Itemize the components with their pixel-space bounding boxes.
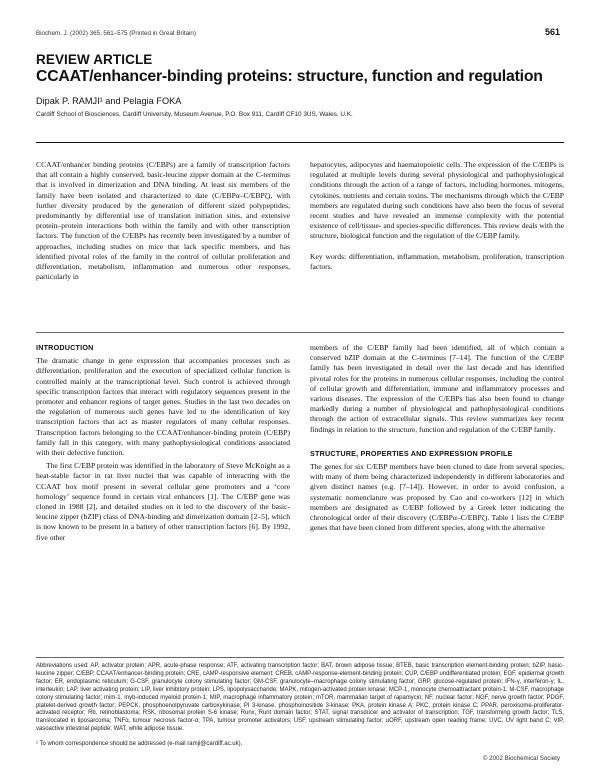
page-number: 561 <box>544 27 560 37</box>
keywords: Key words: differentiation, inflammation, metabolism, proliferation, transcription factors. <box>310 251 564 271</box>
abstract-left-text: CCAAT/enhancer binding proteins (C/EBPs) are a family of transcription factors that all contain a highly conserved, basic-leucine zipper domain at the C-terminus that is involved in dimerization and DNA binding. At least six members of the family have been isolated and characterized to date (C/EBPα–C/EBPζ), with further diversity produced by the generation of different sized polypeptides, predominantly by differential use of translation initiation sites, and extensive protein–protein interactions both within the family and with other transcription factors. The function of the C/EBPs has recently been investigated by a number of approaches, including studies on mice that lack specific members, and has identified pivotal roles of the family in the control of cellular proliferation and differentiation, metabolism, inflammation and numerous other responses, particularly in <box>36 160 290 282</box>
body-left-column <box>36 343 290 543</box>
rule-mid <box>36 332 564 333</box>
article-title: CCAAT/enhancer-binding proteins: structure, function and regulation <box>36 68 543 85</box>
abbreviations-text: Abbreviations used: AP, activator protein; APR, acute-phase response; ATF, activating transcription factor; BAT, brown adipose tissue; BTEB, basic transcription element-binding protein; bZIP, basic-leucine zipper; C/EBP, CCAAT/enhancer-binding protein; CRE, cAMP-responsive element; CREB, cAMP-response-element-binding protein; CUP, C/EBP undifferentiated protein; EGF, epidermal growth factor; ER, endoplasmic reticulum; G-CSF, granulocyte colony stimulating factor; GM-CSF, granulocyte–macrophage colony stimulating factor; GRP, glucose-regulated protein; IFN-γ, interferon-γ; IL, interleukin; LAP, liver activating protein; LIP, liver inhibitory protein; LPS, lipopolysaccharide; MAPK, mitogen-activated protein kinase; MCP-1, monocyte chemoattractant protein-1; M-CSF, macrophage colony stimulating factor; mim-1, myb-induced myeloid protein-1; MIP, macrophage inflammatory protein; mTOR, mammalian target of rapamycin; NF, nuclear factor; NGF, nerve growth factor; PDGF, platelet-derived growth factor; PEPCK, phosphoenolpyruvate carboxykinase; PI 3-kinase, phosphoinositide 3-kinase; PKA, protein kinase A; PKC, protein kinase C; PPAR, peroxisome-proliferator-activated receptor; Rb, retinoblastoma; RSK, ribosomal protein S-6 kinase; Runx, Runt domain factor; STAT, signal transducer and activator of transcription; TGF, transforming growth factor; TLS, translocated in liposarcoma; TNFα, tumour necrosis factor-α; TPA, tumour promoter activators; USF, upstream stimulating factor; uORF, upstream open reading frame; UVC, UV light band C; VIP, vasoactive intestinal peptide; WAT, white adipose tissue. <box>36 663 564 733</box>
structure-paragraph-1: The genes for six C/EBP members have been cloned to date from several species, with many of them being characterized independently in different laboratories and given distinct names (e.g. [7–14]). However, in order to avoid confusion, a systematic nomenclature was proposed by Cao and co-workers [12] in which members are designated as C/EBP followed by a Greek letter indicating the chronological order of their discovery (C/EBPα–C/EBPζ). Table 1 lists the C/EBP genes that have been cloned from different species, along with the alternative <box>310 462 564 533</box>
structure-heading: STRUCTURE, PROPERTIES AND EXPRESSION PROFILE <box>310 448 513 458</box>
body-right-column <box>310 343 564 533</box>
rule-footnotes <box>36 657 564 658</box>
affiliation: Cardiff School of Biosciences, Cardiff University, Museum Avenue, P.O. Box 911, Cardiff CF10 3US, Wales, U.K. <box>36 111 353 118</box>
correspondence-footnote: ¹ To whom correspondence should be addressed (e-mail ramji@cardiff.ac.uk). <box>36 741 243 747</box>
rule-top <box>36 142 564 143</box>
abstract-right-text: hepatocytes, adipocytes and haematopoietic cells. The expression of the C/EBPs is regulated at multiple levels during several physiological and pathophysiological conditions through the action of a range of factors, including hormones, mitogens, cytokines, nutrients and certain toxins. The mechanisms through which the C/EBP members are regulated during such conditions have also been the focus of several recent studies and have revealed an immense complexity with the potential existence of cell/tissue- and species-specific differences. This review deals with the structure, biological function and the regulation of the C/EBP family. <box>310 160 564 241</box>
abbreviations <box>36 663 564 734</box>
introduction-heading: INTRODUCTION <box>36 343 94 352</box>
intro-paragraph-3: members of the C/EBP family had been identified, all of which contain a conserved bZIP domain at the C-terminus [7–14]. The function of the C/EBP family has been investigated in detail over the last decade and has identified pivotal roles for the proteins in numerous cellular responses, including the control of cellular growth and differentiation, immune and inflammatory processes and various diseases. The expression of the C/EBPs has also been found to change markedly during a number of physiological and pathophysiological conditions through the action of extracellular signals. This review summarizes key recent findings in relation to the structure, function and regulation of the C/EBP family. <box>310 343 564 434</box>
copyright: © 2002 Biochemical Society <box>482 755 560 762</box>
authors: Dipak P. RAMJI¹ and Pelagia FOKA <box>36 96 182 106</box>
article-type: REVIEW ARTICLE <box>36 52 153 67</box>
intro-paragraph-2: The first C/EBP protein was identified in the laboratory of Steve McKnight as a heat-stable factor in rat liver nuclei that was capable of interacting with the CCAAT box motif present in several cellular gene promoters and a ‘core homology’ sequence found in certain viral enhancers [1]. The C/EBP gene was cloned in 1988 [2], and detailed studies on it led to the discovery of the basic-leucine zipper (bZIP) class of DNA-binding and dimerization domain [2–5], which is now known to be present in a battery of other transcription factors [6]. By 1992, five other <box>36 461 290 542</box>
intro-paragraph-1: The dramatic change in gene expression that accompanies processes such as differentiation, proliferation and the execution of specialized cellular function is controlled mainly at the transcriptional level. Such control is achieved through specific transcription factors that interact with regulatory sequences present in the promoter and enhancer regions of target genes. Studies in the last two decades on the regulation of numerous such genes have led to the identification of key transcription factors that act as master regulators of many cellular responses. Transcription factors belonging to the CCAAT/enhancer-binding protein (C/EBP) family fall in this category, with many pathophysiological conditions associated with their defective function. <box>36 356 290 458</box>
journal-reference: Biochem. J. (2002) 365, 561–575 (Printed in Great Britain) <box>36 30 196 37</box>
abstract-right <box>310 160 564 272</box>
abstract-left <box>36 160 290 282</box>
